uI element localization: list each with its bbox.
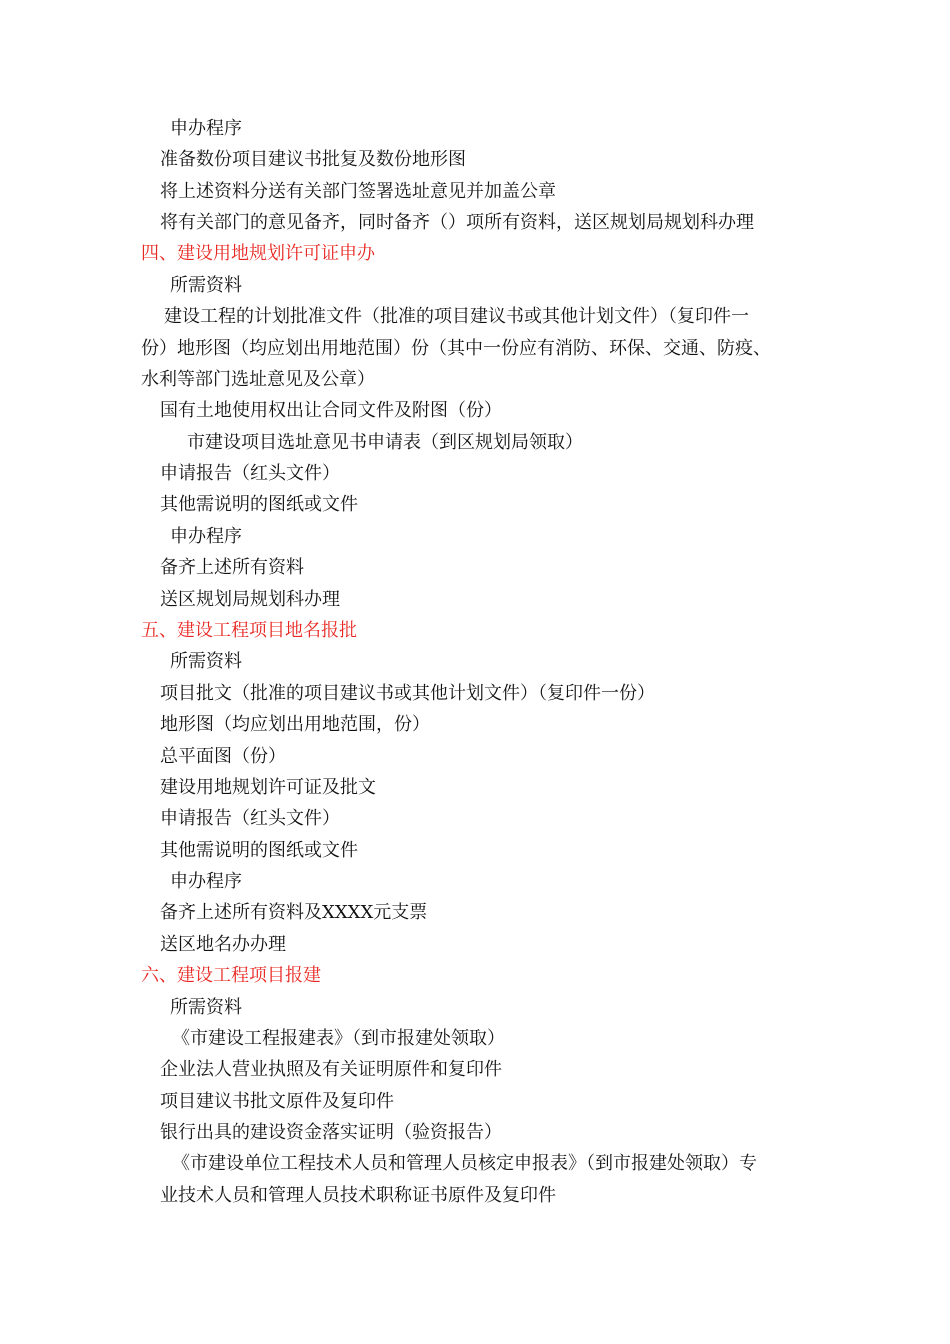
text-line: 申请报告（红头文件） [160, 463, 340, 484]
text-line: 将上述资料分送有关部门签署选址意见并加盖公章 [160, 181, 556, 202]
text-line: 将有关部门的意见备齐，同时备齐（）项所有资料，送区规划局规划科办理 [160, 212, 754, 233]
section-heading-5: 五、建设工程项目地名报批 [141, 620, 357, 641]
text-line: 银行出具的建设资金落实证明（验资报告） [160, 1122, 502, 1143]
text-line: 申请报告（红头文件） [160, 808, 340, 829]
text-line: 《市建设单位工程技术人员和管理人员核定申报表》（到市报建处领取）专 [172, 1153, 757, 1174]
text-line: 项目批文（批准的项目建议书或其他计划文件）（复印件一份） [160, 683, 655, 704]
text-line: 备齐上述所有资料及XXXX元支票 [160, 902, 428, 923]
subheading-materials: 所需资料 [170, 997, 242, 1018]
text-line: 送区地名办办理 [160, 934, 286, 955]
text-line: 送区规划局规划科办理 [160, 589, 340, 610]
text-line: 份）地形图（均应划出用地范围）份（其中一份应有消防、环保、交通、防疫、 [141, 338, 771, 359]
text-line: 企业法人营业执照及有关证明原件和复印件 [160, 1059, 502, 1080]
section-heading-4: 四、建设用地规划许可证申办 [141, 243, 375, 264]
section-heading-6: 六、建设工程项目报建 [141, 965, 321, 986]
text-line: 其他需说明的图纸或文件 [160, 840, 358, 861]
text-line: 《市建设工程报建表》（到市报建处领取） [172, 1028, 505, 1049]
text-line: 项目建议书批文原件及复印件 [160, 1091, 394, 1112]
subheading-procedure: 申办程序 [170, 871, 242, 892]
text-line: 国有土地使用权出让合同文件及附图（份） [160, 400, 502, 421]
text-line: 市建设项目选址意见书申请表（到区规划局领取） [187, 432, 583, 453]
text-line: 建设工程的计划批准文件（批准的项目建议书或其他计划文件）（复印件一 [164, 306, 749, 327]
text-line: 水利等部门选址意见及公章） [141, 369, 375, 390]
text-line: 业技术人员和管理人员技术职称证书原件及复印件 [160, 1185, 556, 1206]
text-line: 准备数份项目建议书批复及数份地形图 [160, 149, 466, 170]
subheading-procedure: 申办程序 [170, 526, 242, 547]
text-line: 总平面图（份） [160, 746, 286, 767]
subheading-materials: 所需资料 [170, 275, 242, 296]
text-line: 地形图（均应划出用地范围，份） [160, 714, 430, 735]
text-line: 备齐上述所有资料 [160, 557, 304, 578]
subheading-materials: 所需资料 [170, 651, 242, 672]
subheading-procedure: 申办程序 [170, 118, 242, 139]
text-line: 其他需说明的图纸或文件 [160, 494, 358, 515]
text-line: 建设用地规划许可证及批文 [160, 777, 376, 798]
